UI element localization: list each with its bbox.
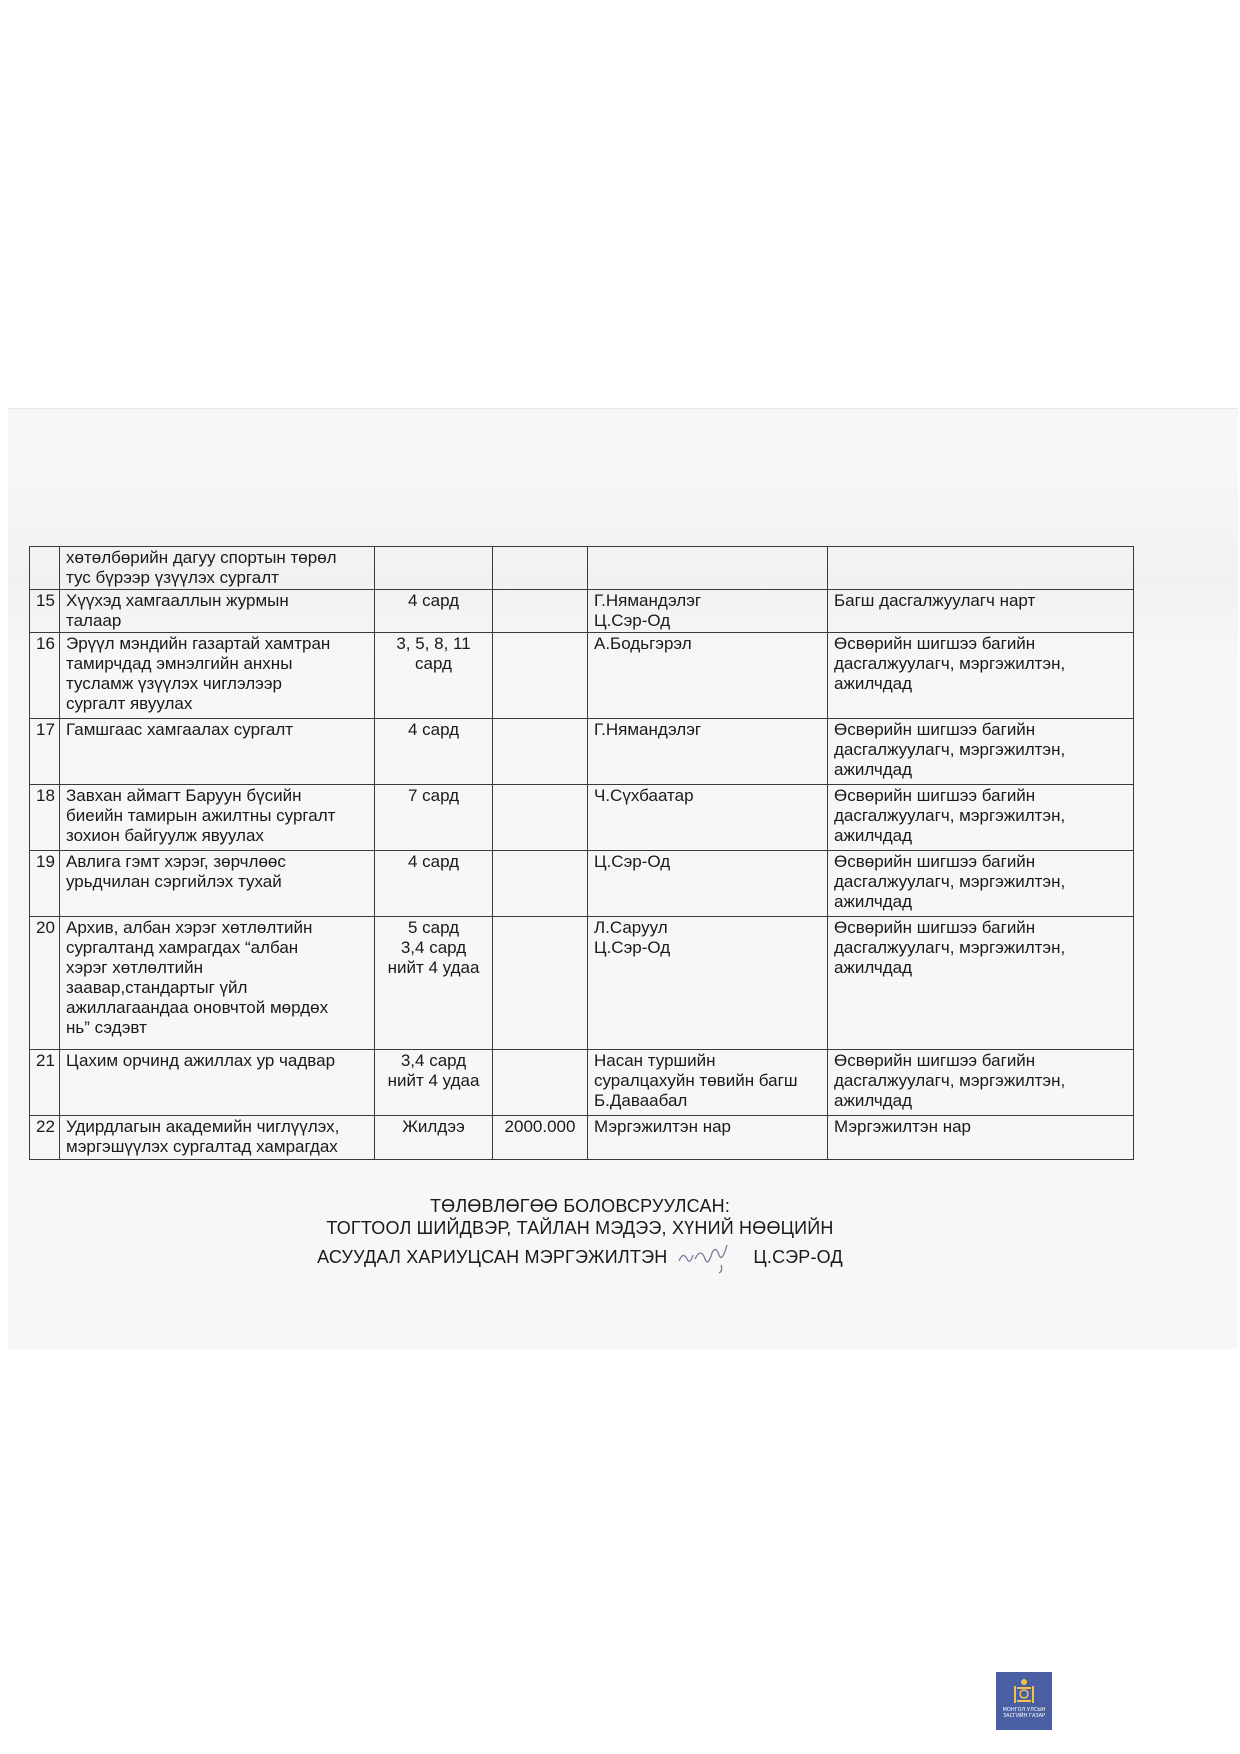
training-budget — [493, 851, 588, 917]
table-row — [30, 851, 1134, 917]
participants — [828, 1050, 1134, 1116]
participants-line: ажилчдад — [834, 892, 913, 911]
training-topic-line: тус бүрээр үзүүлэх сургалт — [66, 568, 279, 587]
row-number: 18 — [30, 785, 60, 851]
training-topic-line: Архив, албан хэрэг хөтлөлтийн — [66, 918, 313, 937]
participants-line: Өсвөрийн шигшээ багийн — [834, 634, 1036, 653]
training-topic-line: мэргэшүүлэх сургалтад хамрагдах — [66, 1137, 338, 1156]
soyombo-icon — [1011, 1677, 1037, 1705]
responsible-person-line: Г.Нямандэлэг — [594, 591, 702, 610]
row-number: 16 — [30, 633, 60, 719]
training-plan-body — [30, 547, 1134, 1160]
training-budget — [493, 719, 588, 785]
responsible-person — [588, 547, 828, 590]
participants — [828, 917, 1134, 1050]
table-row — [30, 1050, 1134, 1116]
training-topic-line: тамирчдад эмнэлгийн анхны — [66, 654, 293, 673]
logo-text-1: МОНГОЛ УЛСЫН — [1002, 1707, 1046, 1713]
training-topic — [60, 851, 375, 917]
signature-block — [300, 1195, 860, 1275]
participants-line: Багш дасгалжуулагч нарт — [834, 591, 1036, 610]
training-topic — [60, 1050, 375, 1116]
training-time-line: 3,4 сард — [400, 938, 467, 957]
participants-line: ажилчдад — [834, 1091, 913, 1110]
training-time-line: 4 сард — [407, 720, 460, 739]
responsible-person-line: Ц.Сэр-Од — [594, 611, 671, 630]
participants-line: ажилчдад — [834, 958, 913, 977]
participants-line: дасгалжуулагч, мэргэжилтэн, — [834, 938, 1066, 957]
responsible-person — [588, 917, 828, 1050]
training-time-line: 3, 5, 8, 11 — [396, 634, 471, 653]
training-topic — [60, 719, 375, 785]
participants-line: Өсвөрийн шигшээ багийн — [834, 918, 1036, 937]
government-logo — [996, 1672, 1052, 1730]
participants-line: ажилчдад — [834, 826, 913, 845]
training-time — [375, 633, 493, 719]
training-topic — [60, 547, 375, 590]
row-number: 21 — [30, 1050, 60, 1116]
row-number: 20 — [30, 917, 60, 1050]
training-time-line: 4 сард — [407, 591, 460, 610]
training-topic-line: Гамшгаас хамгаалах сургалт — [66, 720, 294, 739]
training-time — [375, 851, 493, 917]
signature-title: ТӨЛӨВЛӨГӨӨ БОЛОВСРУУЛСАН: — [429, 1196, 731, 1216]
training-topic-line: Хүүхэд хамгааллын журмын — [66, 591, 289, 610]
training-budget — [493, 917, 588, 1050]
training-topic — [60, 1116, 375, 1160]
training-budget — [493, 547, 588, 590]
participants-line: Өсвөрийн шигшээ багийн — [834, 720, 1036, 739]
row-number — [30, 547, 60, 590]
participants — [828, 1116, 1134, 1160]
training-budget — [493, 1050, 588, 1116]
responsible-person-line: суралцахуйн төвийн багш — [594, 1071, 798, 1090]
training-topic-line: Авлига гэмт хэрэг, зөрчлөөс — [66, 852, 286, 871]
responsible-person-line: Г.Нямандэлэг — [594, 720, 702, 739]
training-topic-line: сургалтанд хамрагдах “албан — [66, 938, 299, 957]
responsible-person — [588, 633, 828, 719]
responsible-person-line: Л.Саруул — [594, 918, 668, 937]
participants-line: дасгалжуулагч, мэргэжилтэн, — [834, 872, 1066, 891]
responsible-person-line: Насан туршийн — [594, 1051, 716, 1070]
table-row — [30, 547, 1134, 590]
table-row — [30, 785, 1134, 851]
table-row — [30, 917, 1134, 1050]
training-topic-line: талаар — [66, 611, 122, 630]
training-time-line: нийт 4 удаа — [387, 1071, 480, 1090]
training-topic-line: сургалт явуулах — [66, 694, 193, 713]
responsible-person-line: Б.Даваабал — [594, 1091, 688, 1110]
training-time-line: сард — [415, 654, 452, 673]
training-time — [375, 590, 493, 633]
responsible-person — [588, 1050, 828, 1116]
signature-department: ТОГТООЛ ШИЙДВЭР, ТАЙЛАН МЭДЭЭ, ХҮНИЙ НӨӨЦИЙН — [326, 1218, 834, 1238]
training-topic-line: хэрэг хөтлөлтийн — [66, 958, 204, 977]
responsible-person — [588, 590, 828, 633]
training-time-line: 7 сард — [407, 786, 460, 805]
training-topic — [60, 590, 375, 633]
participants-line: Өсвөрийн шигшээ багийн — [834, 786, 1036, 805]
signature-position: АСУУДАЛ ХАРИУЦСАН МЭРГЭЖИЛТЭН — [317, 1247, 668, 1267]
training-time-line: 5 сард — [407, 918, 460, 937]
signature-name: Ц.СЭР-ОД — [753, 1247, 843, 1267]
training-topic-line: тусламж үзүүлэх чиглэлээр — [66, 674, 282, 693]
row-number: 17 — [30, 719, 60, 785]
participants-line: ажилчдад — [834, 674, 913, 693]
participants — [828, 547, 1134, 590]
logo-text-2: ЗАСГИЙН ГАЗАР — [1002, 1713, 1046, 1719]
training-budget — [493, 633, 588, 719]
responsible-person-line: Мэргэжилтэн нар — [594, 1117, 732, 1136]
training-topic-line: зохион байгуулж явуулах — [66, 826, 264, 845]
responsible-person-line: Ц.Сэр-Од — [594, 852, 671, 871]
participants — [828, 719, 1134, 785]
training-topic-line: Эрүүл мэндийн газартай хамтран — [66, 634, 331, 653]
training-time — [375, 1116, 493, 1160]
training-time — [375, 547, 493, 590]
responsible-person — [588, 785, 828, 851]
training-topic-line: заавар,стандартыг үйл — [66, 978, 248, 997]
participants-line: Өсвөрийн шигшээ багийн — [834, 852, 1036, 871]
signature-row — [300, 1239, 860, 1275]
training-time-line: нийт 4 удаа — [387, 958, 480, 977]
participants-line: Мэргэжилтэн нар — [834, 1117, 972, 1136]
participants — [828, 851, 1134, 917]
training-topic-line: хөтөлбөрийн дагуу спортын төрөл — [66, 548, 337, 567]
training-topic-line: Цахим орчинд ажиллах ур чадвар — [66, 1051, 336, 1070]
table-row — [30, 719, 1134, 785]
training-time — [375, 917, 493, 1050]
responsible-person-line: Ч.Сүхбаатар — [594, 786, 694, 805]
training-topic-line: биеийн тамирын ажилтны сургалт — [66, 806, 336, 825]
training-time — [375, 785, 493, 851]
training-budget: 2000.000 — [493, 1116, 588, 1160]
handwritten-signature — [675, 1239, 745, 1275]
training-budget — [493, 590, 588, 633]
training-time-line: Жилдээ — [402, 1117, 465, 1136]
training-budget — [493, 785, 588, 851]
training-time-line: 3,4 сард — [400, 1051, 467, 1070]
participants — [828, 633, 1134, 719]
training-topic-line: Удирдлагын академийн чиглүүлэх, — [66, 1117, 340, 1136]
training-topic-line: ажиллагаандаа оновчтой мөрдөх — [66, 998, 329, 1017]
table-row — [30, 633, 1134, 719]
training-time-line: 4 сард — [407, 852, 460, 871]
responsible-person-line: Ц.Сэр-Од — [594, 938, 671, 957]
training-topic-line: нь” сэдэвт — [66, 1018, 147, 1037]
training-topic — [60, 633, 375, 719]
training-topic-line: урьдчилан сэргийлэх тухай — [66, 872, 282, 891]
participants-line: ажилчдад — [834, 760, 913, 779]
training-plan-table — [29, 546, 1134, 1160]
training-time — [375, 719, 493, 785]
responsible-person — [588, 719, 828, 785]
participants — [828, 590, 1134, 633]
row-number: 19 — [30, 851, 60, 917]
table-row — [30, 1116, 1134, 1160]
responsible-person — [588, 851, 828, 917]
participants-line: дасгалжуулагч, мэргэжилтэн, — [834, 1071, 1066, 1090]
training-topic-line: Завхан аймагт Баруун бүсийн — [66, 786, 302, 805]
participants-line: дасгалжуулагч, мэргэжилтэн, — [834, 654, 1066, 673]
participants-line: Өсвөрийн шигшээ багийн — [834, 1051, 1036, 1070]
responsible-person-line: А.Бодьгэрэл — [594, 634, 692, 653]
participants-line: дасгалжуулагч, мэргэжилтэн, — [834, 806, 1066, 825]
row-number: 15 — [30, 590, 60, 633]
training-topic — [60, 785, 375, 851]
row-number: 22 — [30, 1116, 60, 1160]
training-time — [375, 1050, 493, 1116]
participants-line: дасгалжуулагч, мэргэжилтэн, — [834, 740, 1066, 759]
table-row — [30, 590, 1134, 633]
training-topic — [60, 917, 375, 1050]
responsible-person — [588, 1116, 828, 1160]
participants — [828, 785, 1134, 851]
